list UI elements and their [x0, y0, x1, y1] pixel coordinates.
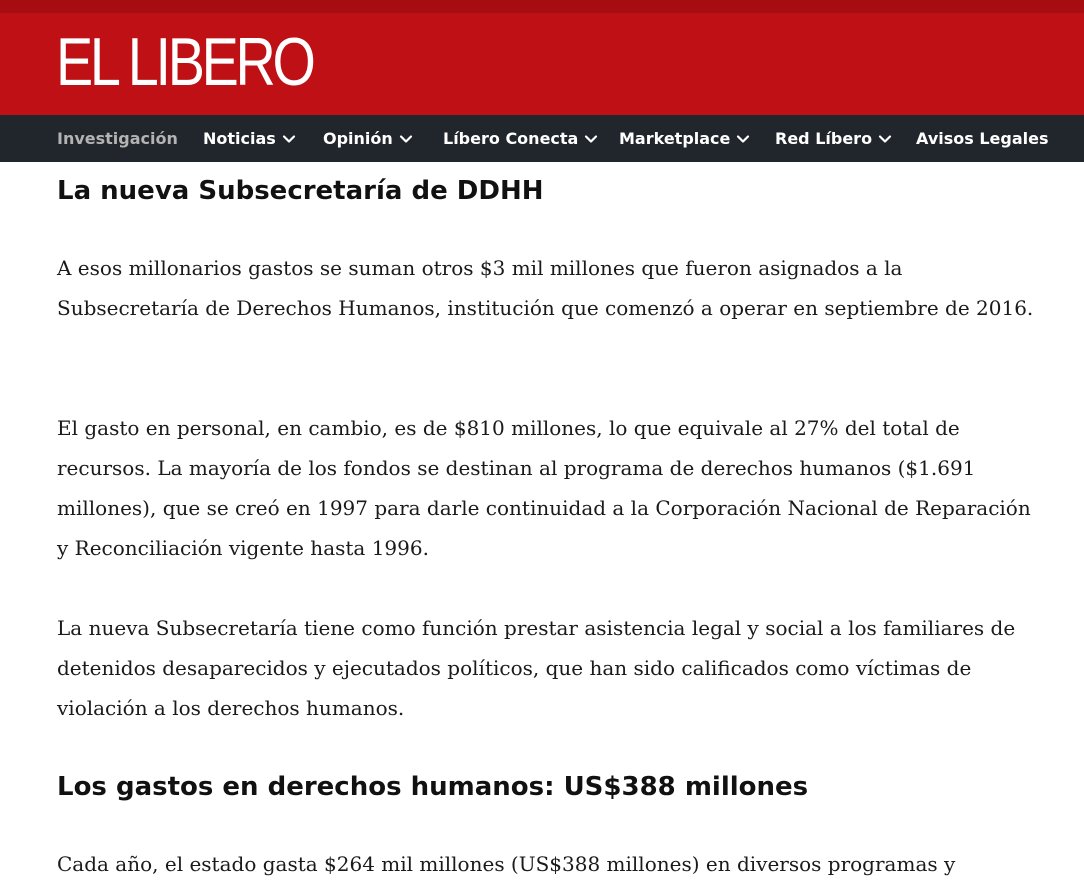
site-header — [0, 0, 1084, 115]
article-paragraph: A esos millonarios gastos se suman otros $3 mil millones que fueron asignados a la Subsecretaría de Derechos Humanos, institución que comenzó a operar en septiembre de 2016. — [57, 256, 1034, 320]
article-paragraph: Cada año, el estado gasta $264 mil millones (US$388 millones) en diversos programas y — [57, 852, 956, 876]
chevron-down-icon — [736, 132, 750, 146]
main-navigation — [0, 115, 1084, 162]
nav-item-label: Investigación — [57, 129, 178, 148]
nav-item-red-libero[interactable] — [775, 115, 892, 162]
nav-item-label: Marketplace — [619, 129, 731, 148]
article-paragraph: El gasto en personal, en cambio, es de $810 millones, lo que equivale al 27% del total de recursos. La mayoría de los fondos se destinan al programa de derechos humanos ($1.691 millones), que se creó en 1997 para darle continuidad a la Corporación Nacional de Reparación y Reconciliación vigente hasta 1996. — [57, 416, 1031, 560]
section-heading-subsecretaria: La nueva Subsecretaría de DDHH — [57, 176, 544, 206]
nav-item-avisos-legales[interactable] — [916, 115, 1049, 162]
nav-item-label: Opinión — [323, 129, 393, 148]
nav-item-label: Líbero Conecta — [443, 129, 579, 148]
nav-item-noticias[interactable] — [203, 115, 296, 162]
section-heading-gastos: Los gastos en derechos humanos: US$388 millones — [57, 772, 809, 802]
article-paragraph: La nueva Subsecretaría tiene como función prestar asistencia legal y social a los familiares de detenidos desaparecidos y ejecutados políticos, que han sido calificados como víctimas de violación a los derechos humanos. — [57, 616, 1016, 720]
nav-item-label: Avisos Legales — [916, 129, 1049, 148]
chevron-down-icon — [399, 132, 413, 146]
nav-item-label: Noticias — [203, 129, 276, 148]
nav-item-label: Red Líbero — [775, 129, 873, 148]
site-logo[interactable]: EL LIBERO — [56, 24, 313, 100]
chevron-down-icon — [584, 132, 598, 146]
nav-item-opinion[interactable] — [323, 115, 413, 162]
chevron-down-icon — [878, 132, 892, 146]
nav-item-investigacion[interactable] — [57, 115, 178, 162]
chevron-down-icon — [282, 132, 296, 146]
nav-item-marketplace[interactable] — [619, 115, 750, 162]
nav-item-libero-conecta[interactable] — [443, 115, 598, 162]
